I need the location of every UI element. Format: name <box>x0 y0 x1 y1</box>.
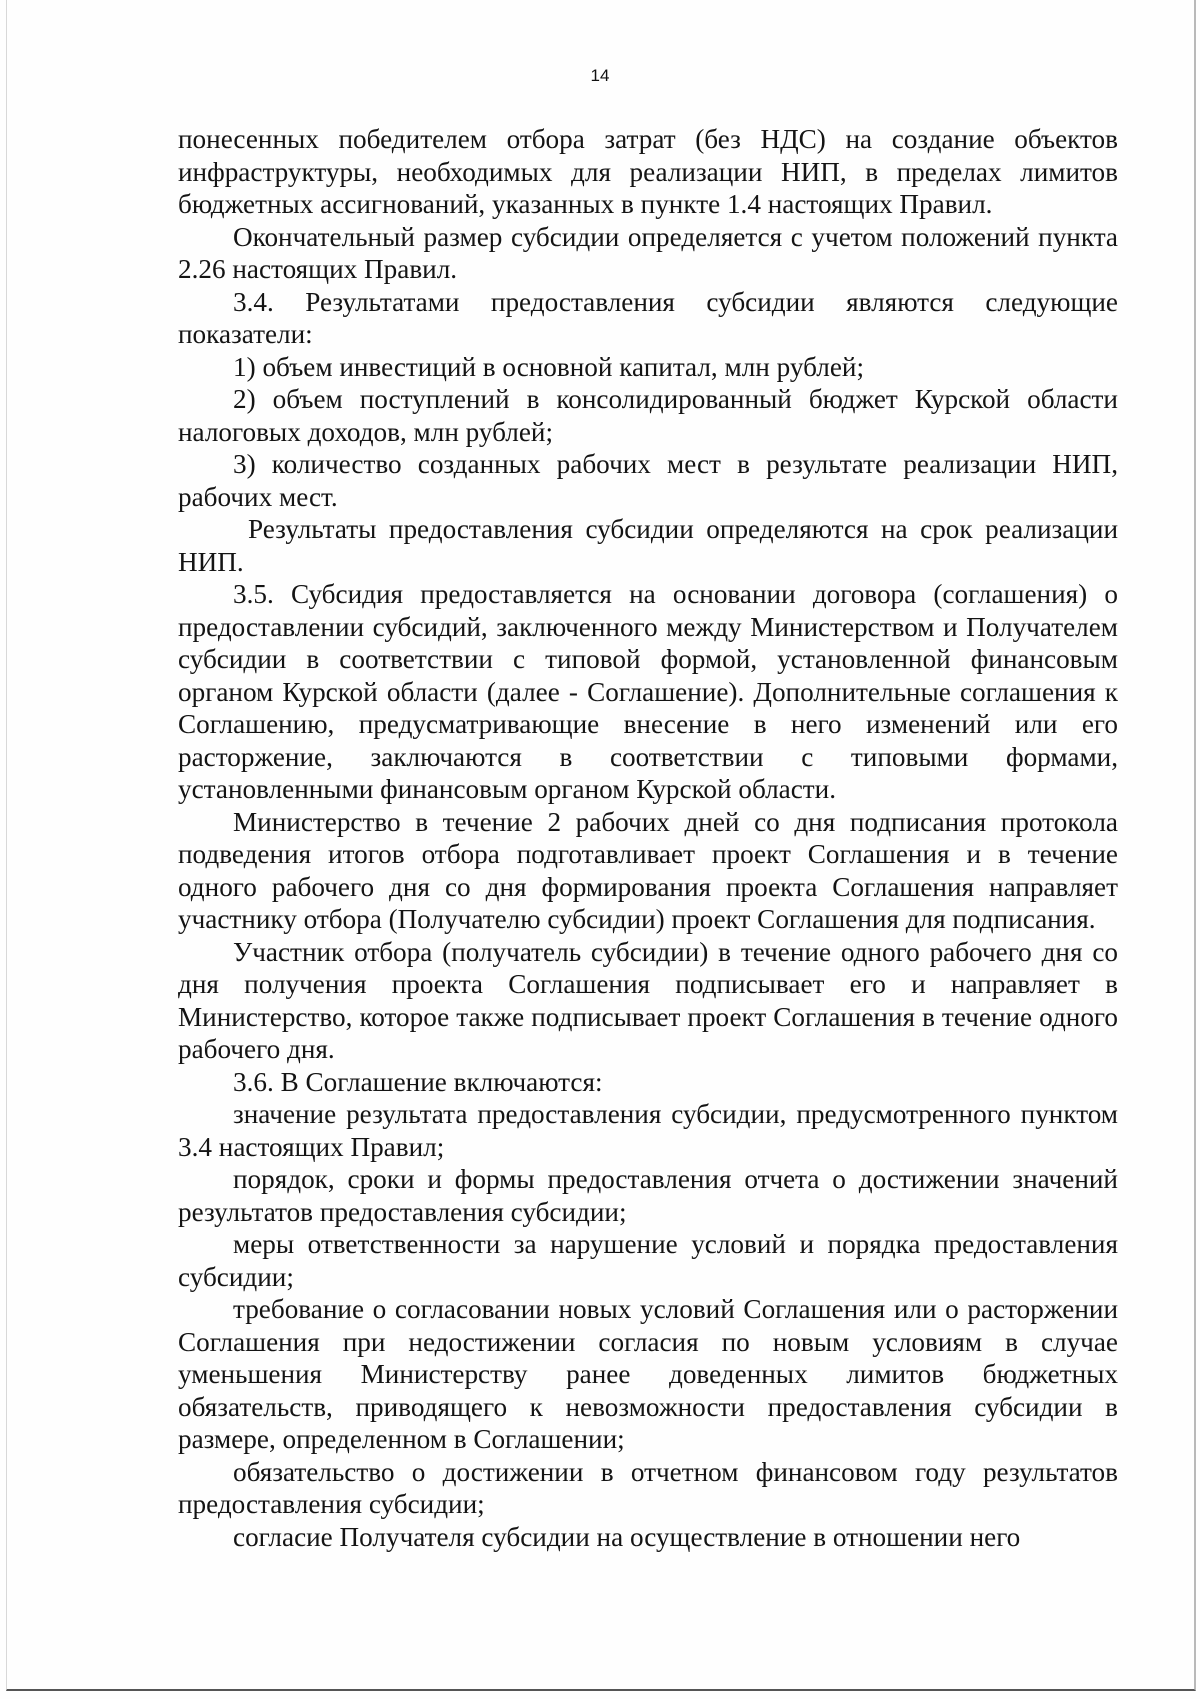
page-number: 14 <box>590 66 610 85</box>
paragraph-ministry-preparation: Министерство в течение 2 рабочих дней со дня подписания протокола подведения итогов отбора подготавливает проект Соглашения и в течение одного рабочего дня со дня формирования проекта Соглашения направляет участнику отбора (Получателю субсидии) проект Соглашения для подписания. <box>178 806 1118 934</box>
list-item-3: 3) количество созданных рабочих мест в результате реализации НИП, рабочих мест. <box>178 449 1118 512</box>
paragraph-3-4: 3.4. Результатами предоставления субсидии являются следующие показатели: <box>178 286 1118 349</box>
paragraph-participant-signing: Участник отбора (получатель субсидии) в течение одного рабочего дня со дня получения проекта Соглашения подписывает его и направляет в Министерство, которое также подписывает проект Соглашения в течение одного рабочего дня. <box>178 936 1118 1064</box>
paragraph-result-value: значение результата предоставления субсидии, предусмотренного пунктом 3.4 настоящих Правил; <box>178 1099 1118 1162</box>
paragraph-final-subsidy-size: Окончательный размер субсидии определяется с учетом положений пункта 2.26 настоящих Правил. <box>178 221 1118 284</box>
document-body <box>178 123 1118 1553</box>
list-item-1: 1) объем инвестиций в основной капитал, млн рублей; <box>233 351 864 382</box>
paragraph-results-term: Результаты предоставления субсидии определяются на срок реализации НИП. <box>178 514 1118 577</box>
paragraph-new-conditions: требование о согласовании новых условий Соглашения или о расторжении Соглашения при недостижении согласия по новым условиям в случае уменьшения Министерству ранее доведенных лимитов бюджетных обязательств, приводящего к невозможности предоставления субсидии в размере, определенном в Соглашении; <box>178 1294 1118 1454</box>
paragraph-3-5: 3.5. Субсидия предоставляется на основании договора (соглашения) о предоставлении субсидий, заключенного между Министерством и Получателем субсидии в соответствии с типовой формой, установленной финансовым органом Курской области (далее - Соглашение). Дополнительные соглашения к Соглашению, предусматривающие внесение в него изменений или его расторжение, заключаются в соответствии с типовыми формами, установленными финансовым органом Курской области. <box>178 579 1118 804</box>
paragraph-report-order: порядок, сроки и формы предоставления отчета о достижении значений результатов предоставления субсидии; <box>178 1164 1118 1227</box>
paragraph-consent: согласие Получателя субсидии на осуществление в отношении него <box>233 1521 1021 1552</box>
list-item-2: 2) объем поступлений в консолидированный бюджет Курской области налоговых доходов, млн рублей; <box>178 384 1118 447</box>
paragraph-3-6: 3.6. В Соглашение включаются: <box>233 1066 603 1097</box>
paragraph-continuation: понесенных победителем отбора затрат (без НДС) на создание объектов инфраструктуры, необходимых для реализации НИП, в пределах лимитов бюджетных ассигнований, указанных в пункте 1.4 настоящих Правил. <box>178 124 1118 219</box>
paragraph-responsibility: меры ответственности за нарушение условий и порядка предоставления субсидии; <box>178 1229 1118 1292</box>
paragraph-obligation: обязательство о достижении в отчетном финансовом году результатов предоставления субсидии; <box>178 1456 1118 1519</box>
